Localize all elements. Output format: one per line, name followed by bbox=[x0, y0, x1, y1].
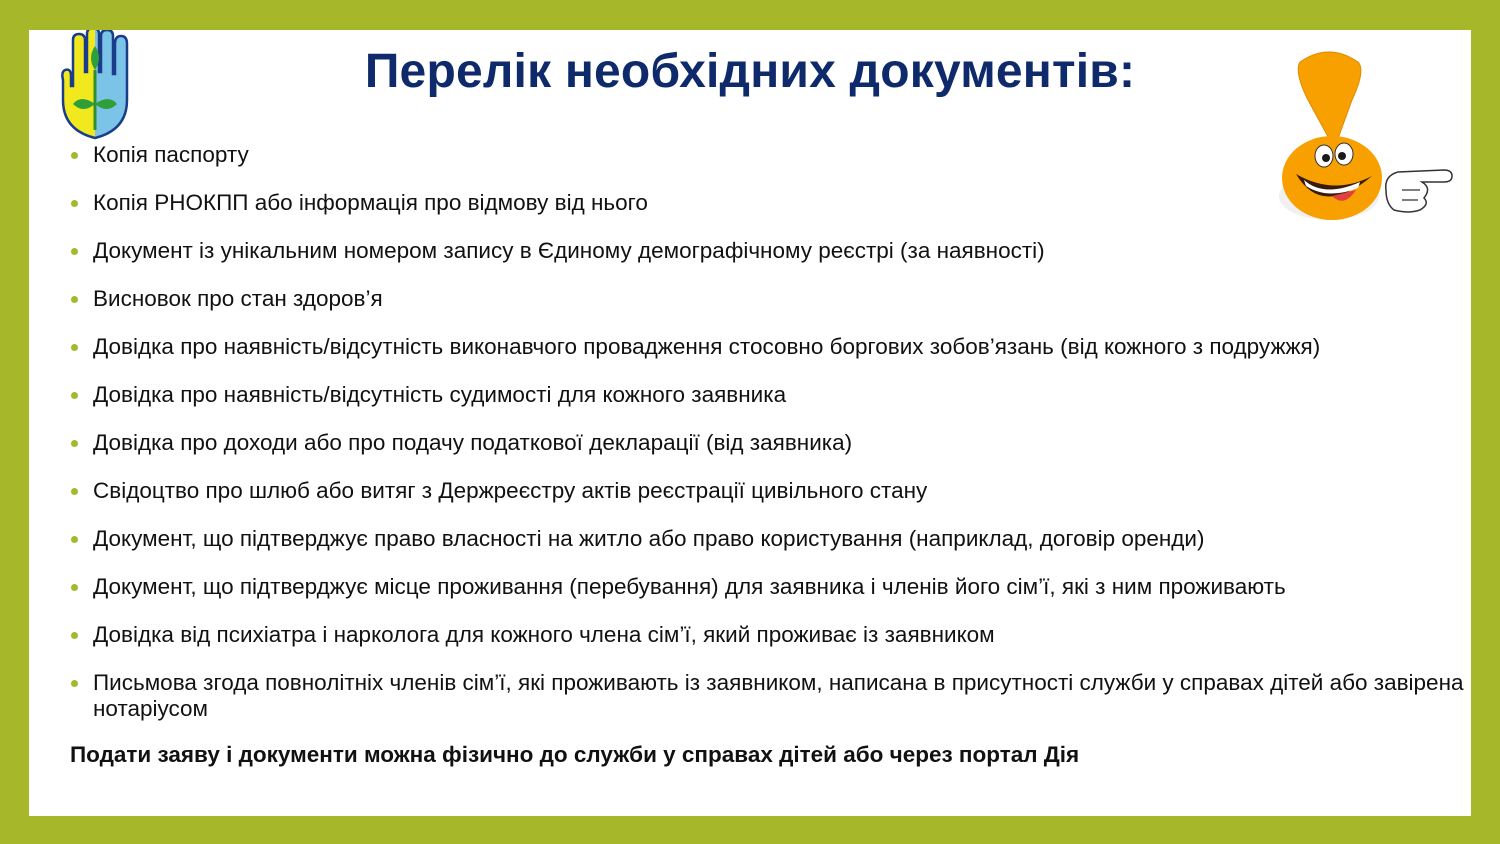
list-item-text: Документ, що підтверджує право власності на житло або право користування (наприклад, договір оренди) bbox=[93, 526, 1205, 551]
list-item-text: Копія РНОКПП або інформація про відмову від нього bbox=[93, 190, 648, 215]
list-item bbox=[69, 142, 1464, 168]
list-item bbox=[69, 622, 1464, 648]
list-item-text: Довідка про наявність/відсутність судимості для кожного заявника bbox=[93, 382, 787, 407]
page-title: Перелік необхідних документів: bbox=[364, 45, 1136, 98]
bullet bbox=[71, 200, 78, 207]
bullet bbox=[71, 488, 78, 495]
list-item bbox=[69, 478, 1464, 504]
bullet bbox=[71, 392, 78, 399]
list-item-text: Довідка про наявність/відсутність виконавчого провадження стосовно боргових зобов’язань (від кожного з подружжя) bbox=[93, 334, 1321, 359]
bullet bbox=[71, 248, 78, 255]
list-item bbox=[69, 190, 1464, 216]
list-item-text: Свідоцтво про шлюб або витяг з Держреєстру актів реєстрації цивільного стану bbox=[93, 478, 928, 503]
list-item bbox=[69, 430, 1464, 456]
list-item bbox=[69, 286, 1464, 312]
bullet bbox=[71, 680, 78, 687]
list-item-text: Письмова згода повнолітніх членів сім’ї, які проживають із заявником, написана в присутності служби у справах дітей або завірена нотаріусом bbox=[93, 670, 1464, 721]
list-item bbox=[69, 574, 1464, 600]
list-item bbox=[69, 334, 1464, 360]
bullet bbox=[71, 344, 78, 351]
list-item-text: Довідка від психіатра і нарколога для кожного члена сім’ї, який проживає із заявником bbox=[93, 622, 995, 647]
bullet bbox=[71, 536, 78, 543]
list-item-text: Висновок про стан здоров’я bbox=[93, 286, 383, 311]
bullet bbox=[71, 632, 78, 639]
slide bbox=[29, 30, 1471, 816]
list-item bbox=[69, 526, 1464, 552]
list-item bbox=[69, 670, 1464, 722]
documents-list bbox=[69, 142, 1464, 744]
list-item-text: Копія паспорту bbox=[93, 142, 249, 167]
bullet bbox=[71, 296, 78, 303]
list-item bbox=[69, 382, 1464, 408]
list-item-text: Довідка про доходи або про подачу податкової декларації (від заявника) bbox=[93, 430, 853, 455]
list-item bbox=[69, 238, 1464, 264]
bullet bbox=[71, 440, 78, 447]
bullet bbox=[71, 152, 78, 159]
bullet bbox=[71, 584, 78, 591]
submission-note: Подати заяву і документи можна фізично до служби у справах дітей або через портал Дія bbox=[70, 742, 1080, 767]
list-item-text: Документ, що підтверджує місце проживання (перебування) для заявника і членів його сім’ї, які з ним проживають bbox=[93, 574, 1286, 599]
list-item-text: Документ із унікальним номером запису в Єдиному демографічному реєстрі (за наявності) bbox=[93, 238, 1045, 263]
